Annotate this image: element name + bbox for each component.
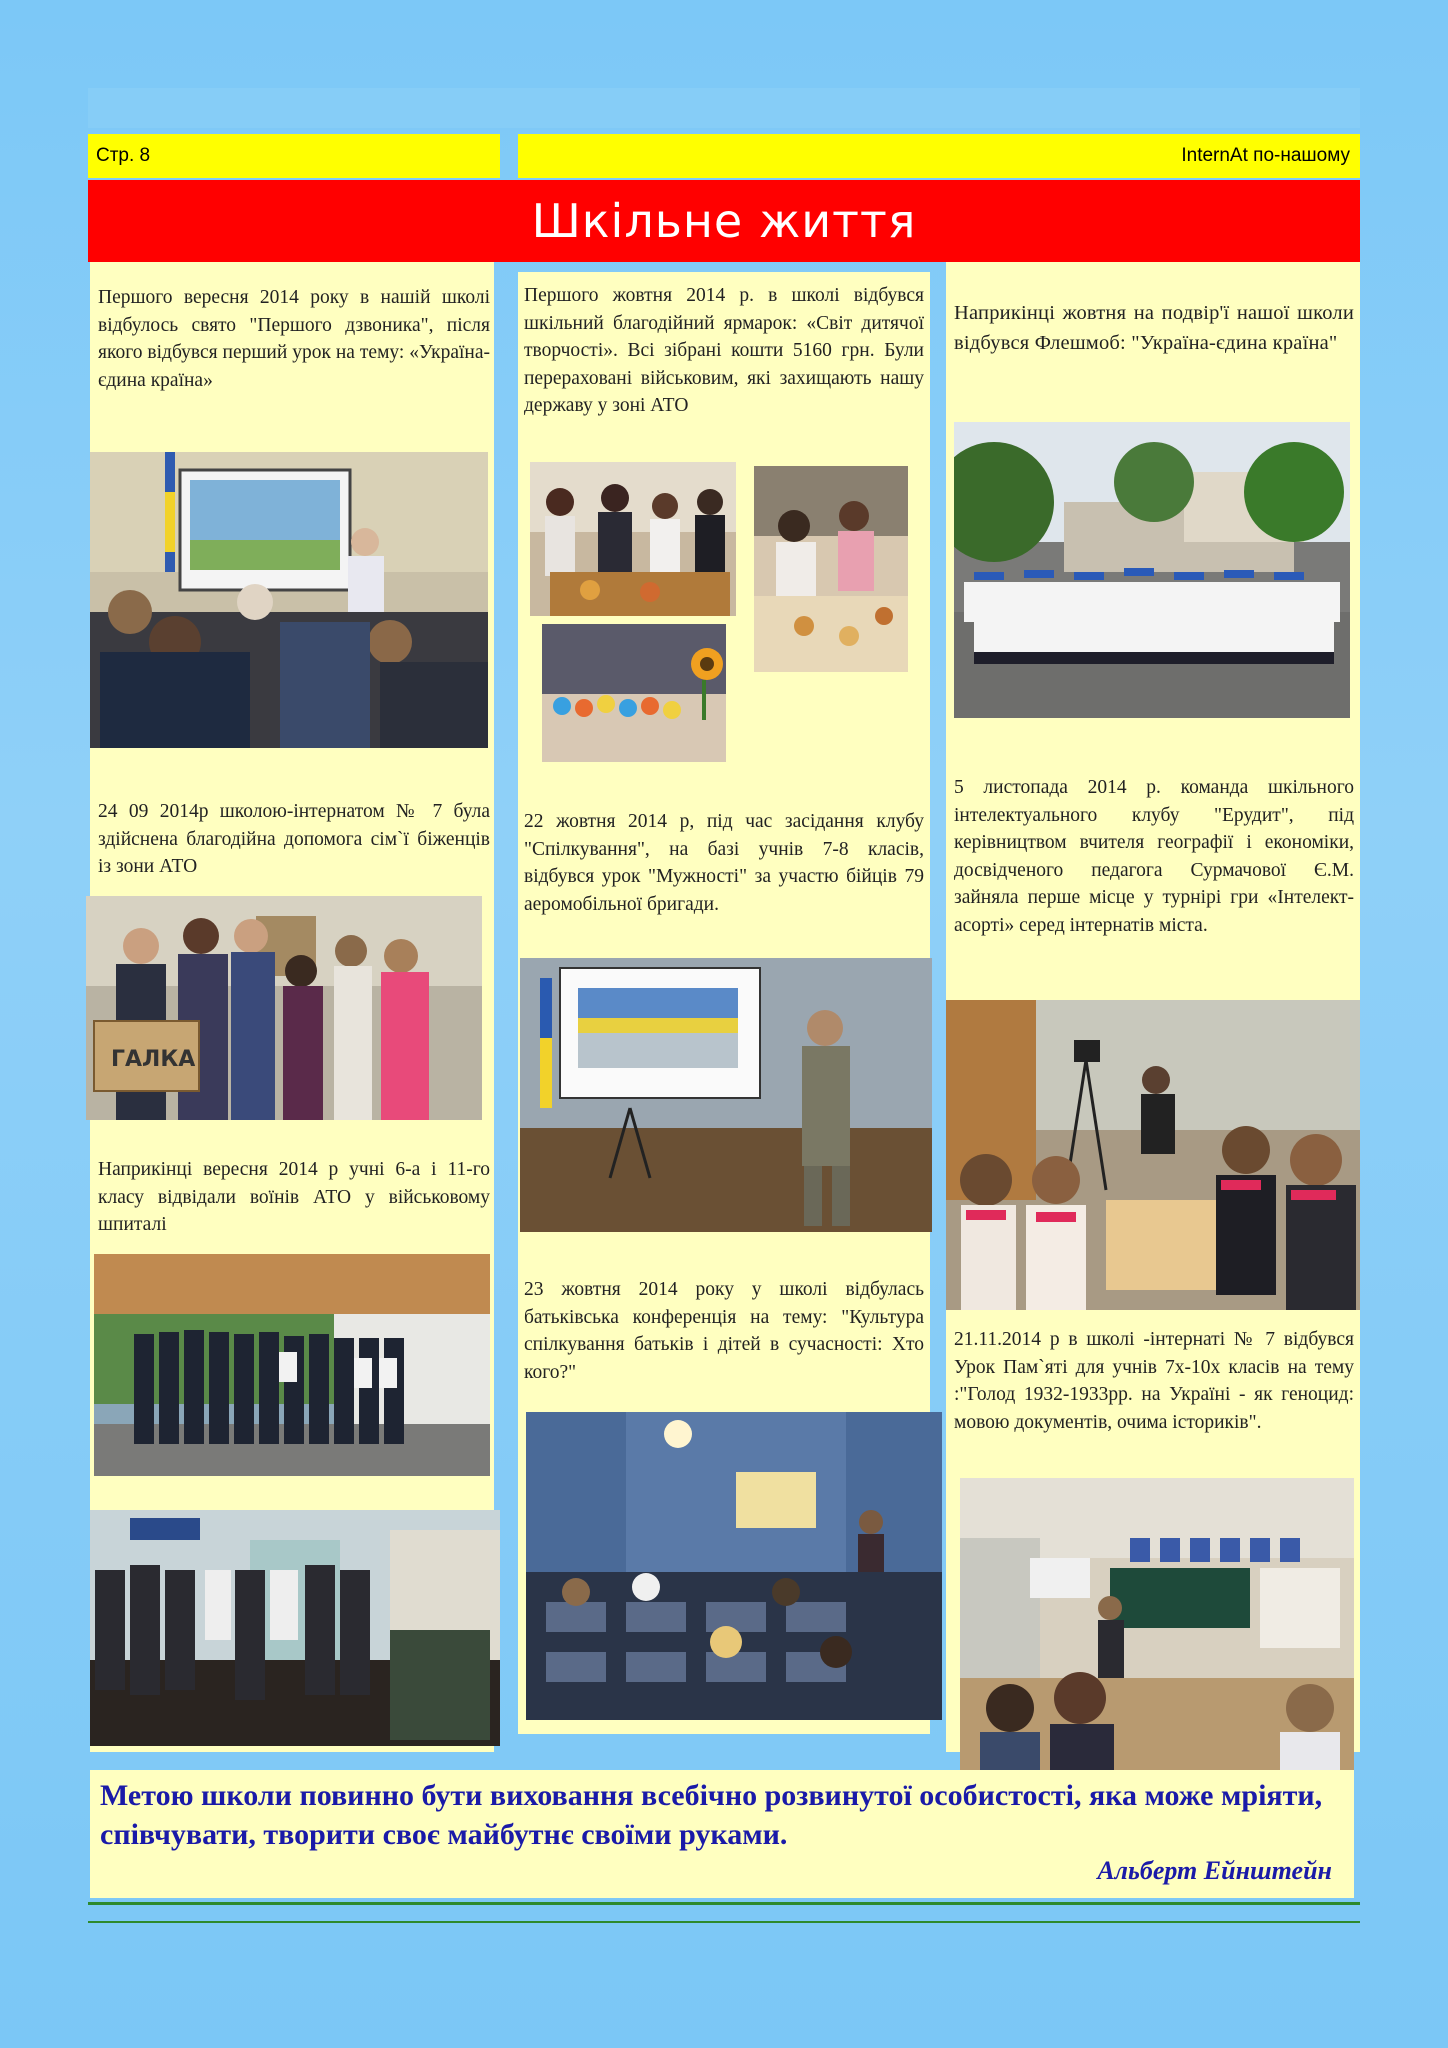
article-parent-conference: 23 жовтня 2014 року у школі відбулась батьківська конференція на тему: "Культура спілкування батьків і дітей в сучасності: Хто кого?": [524, 1279, 924, 1383]
quote-author: Альберт Ейнштейн: [1097, 1856, 1332, 1885]
photo-hospital-corridor: [90, 1510, 500, 1746]
photo-parent-conference: [526, 1412, 942, 1720]
article-flashmob: Наприкінці жовтня на подвір'ї нашої школи відбувся Флешмоб: "Україна-єдина країна": [954, 302, 1354, 354]
publication-name: InternAt по-нашому: [518, 134, 1360, 178]
photo-refugee-family: [86, 896, 482, 1120]
article-refugee-help: 24 09 2014р школою-інтернатом № 7 була здійснена благодійна допомога сім`ї біженців із зони АТО: [98, 801, 490, 877]
article-memory-lesson: 21.11.2014 р в школі -інтернаті № 7 відбувся Урок Пам`яті для учнів 7х-10х класів на тему :"Голод 1932-1933рр. на Україні - як геноцид: мовою документів, очима істориків".: [954, 1329, 1354, 1433]
section-title: Шкільне життя: [531, 194, 917, 248]
photo-memory-lesson: [960, 1478, 1354, 1772]
photo-fair-cakes: [542, 624, 726, 762]
article-erudite-club: 5 листопада 2014 р. команда шкільного інтелектуального клубу "Ерудит", під керівництвом вчителя географії і економіки, досвідченого педагога Сурмачової Є.М. зайняла перше місце у турнірі гри «Інтелект-асорті» серед інтернатів міста.: [954, 777, 1354, 936]
quote-text: Метою школи повинно бути виховання всебічно розвинутої особистості, яка може мріяти, співчувати, творити своє майбутнє своїми руками.: [100, 1779, 1323, 1851]
box-label: ГАЛКА: [111, 1047, 196, 1072]
photo-first-lesson: [90, 452, 488, 748]
photo-fair-1: [530, 462, 736, 616]
article-first-bell: Першого вересня 2014 року в нашій школі відбулось свято "Першого дзвоника", після якого відбувся перший урок на тему: «Україна-єдина країна»: [98, 287, 490, 391]
photo-hospital-group: [94, 1254, 490, 1476]
article-courage-lesson: 22 жовтня 2014 р, під час засідання клубу "Спілкування", на базі учнів 7-8 класів, відбувся урок "Мужності" за участю бійців 79 аеромобільної бригади.: [524, 811, 924, 915]
divider-line: [88, 1902, 1360, 1905]
page-number: Стр. 8: [88, 134, 500, 178]
article-charity-fair: Першого жовтня 2014 р. в школі відбувся шкільний благодійний ярмарок: «Світ дитячої творчості». Всі зібрані кошти 5160 грн. Були перераховані військовим, які захищають нашу державу у зоні АТО: [524, 285, 924, 416]
section-title-bar: [88, 180, 1360, 262]
photo-erudite-club: [946, 1000, 1360, 1310]
article-hospital-visit: Наприкінці вересня 2014 р учні 6-а і 11-го класу відвідали воїнів АТО у військовому шпиталі: [98, 1159, 490, 1235]
photo-courage-lesson: [520, 958, 932, 1232]
top-band: [88, 88, 1360, 128]
photo-fair-2: [754, 466, 908, 672]
photo-flashmob: [954, 422, 1350, 718]
quote-box: [90, 1770, 1354, 1898]
divider-line-bottom: [88, 1921, 1360, 1923]
